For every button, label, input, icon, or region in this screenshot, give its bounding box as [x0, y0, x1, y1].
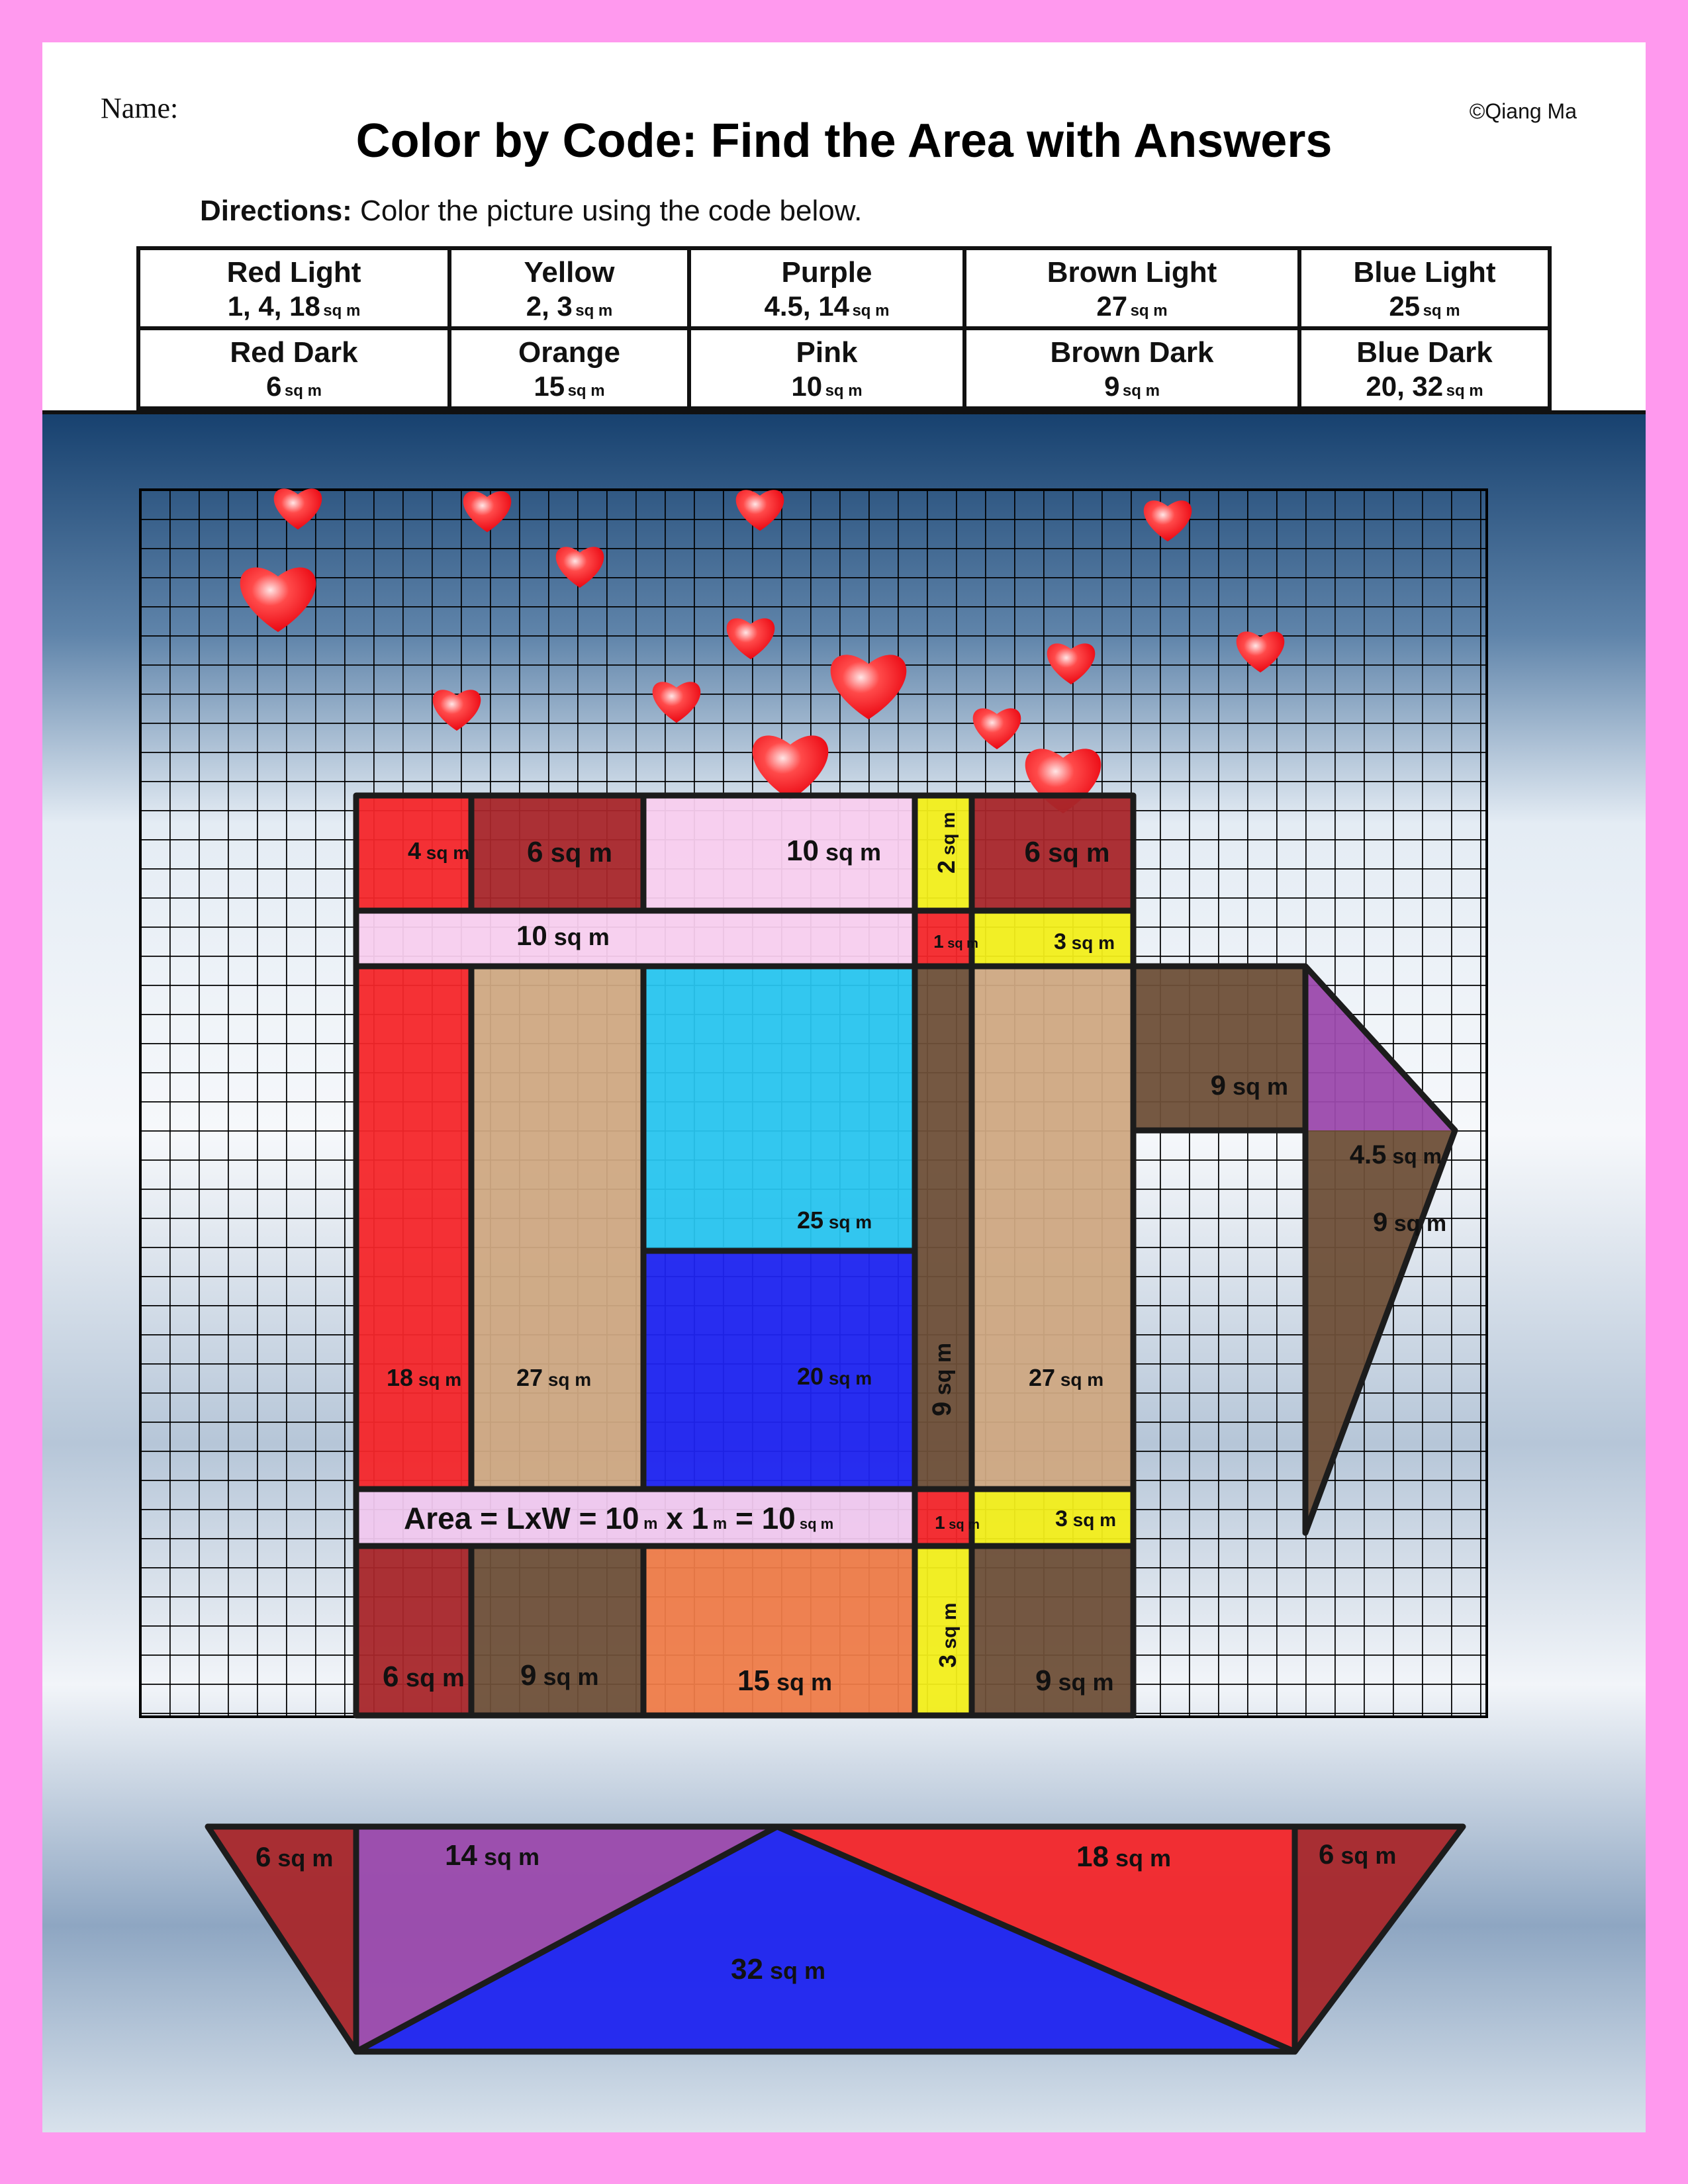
area-value: 20 — [797, 1363, 824, 1390]
area-unit: sq m — [769, 1668, 832, 1696]
code-cell-blue-dark — [1299, 328, 1550, 408]
code-cell-red-light — [138, 248, 449, 328]
formula-part: = 10 — [727, 1501, 796, 1535]
code-unit: sq m — [1446, 381, 1483, 400]
code-values: 2, 3 — [526, 290, 573, 322]
code-cell-blue-light — [1299, 248, 1550, 328]
area-unit: sq m — [399, 1664, 465, 1692]
area-value: 10 — [516, 920, 547, 951]
area-value: 6 — [256, 1841, 271, 1872]
area-value: 1 — [935, 1512, 945, 1533]
area-value: 27 — [516, 1364, 543, 1391]
area-label-a9_b1 — [520, 1659, 599, 1692]
area-label-a9_flag_tri — [1373, 1208, 1446, 1237]
area-value: 9 — [1210, 1069, 1226, 1101]
worksheet-title: Color by Code: Find the Area with Answers — [355, 114, 1333, 167]
area-unit: sq m — [1386, 1144, 1442, 1168]
code-cell-red-dark — [138, 328, 449, 408]
directions-label: Directions: — [200, 195, 352, 227]
directions-text: Color the picture using the code below. — [352, 195, 863, 227]
area-value: 6 — [527, 836, 543, 868]
area-value: 4.5 — [1349, 1140, 1387, 1169]
area-value: 3 — [1055, 1506, 1068, 1531]
separator-line — [42, 410, 1646, 414]
code-values: 4.5, 14 — [764, 290, 849, 322]
area-value: 32 — [731, 1953, 763, 1985]
area-value: 1 — [933, 931, 944, 952]
color-code-table — [136, 246, 1552, 410]
area-value: 27 — [1029, 1364, 1056, 1391]
area-value: 10 — [786, 835, 819, 867]
area-value: 3 — [934, 1654, 961, 1668]
area-value: 4 — [408, 837, 422, 864]
area-unit: sq m — [938, 811, 959, 860]
area-value: 18 — [1076, 1841, 1109, 1873]
code-values: 10 — [791, 370, 823, 402]
area-label-a15 — [737, 1664, 832, 1697]
area-value: 9 — [1373, 1208, 1388, 1237]
code-cell-brown-light — [964, 248, 1299, 328]
code-values: 1, 4, 18 — [227, 290, 320, 322]
area-label-a9_b2 — [1035, 1664, 1114, 1697]
code-values: 27 — [1096, 290, 1128, 322]
area-label-a45 — [1350, 1140, 1442, 1169]
area-value: 14 — [445, 1839, 477, 1872]
area-label-hull_32 — [731, 1953, 825, 1985]
code-unit: sq m — [825, 381, 863, 400]
directions — [200, 195, 862, 228]
area-unit: sq m — [543, 1369, 592, 1390]
area-label-a6_top1 — [527, 836, 612, 868]
code-color-name: Pink — [796, 336, 858, 369]
area-formula — [404, 1501, 833, 1535]
copyright-notice: ©Qiang Ma — [1469, 99, 1577, 123]
area-unit: sq m — [945, 1518, 980, 1532]
region-10-strip — [356, 911, 915, 966]
name-label: Name: — [101, 92, 179, 124]
area-unit: sq m — [1225, 1073, 1288, 1100]
code-values: 9 — [1104, 370, 1120, 402]
area-unit: sq m — [421, 842, 470, 863]
code-color-name: Red Dark — [230, 336, 358, 369]
region-25 — [643, 966, 915, 1251]
formula-part: m — [639, 1515, 658, 1533]
formula-part: x 1 — [657, 1501, 709, 1535]
worksheet-page — [42, 42, 1646, 2132]
area-label-a6_bottom — [383, 1661, 465, 1693]
code-cell-brown-dark — [964, 328, 1299, 408]
code-unit: sq m — [1423, 301, 1460, 320]
area-value: 2 — [933, 860, 960, 874]
code-cell-orange — [449, 328, 689, 408]
code-color-name: Blue Dark — [1356, 336, 1493, 369]
code-unit: sq m — [852, 301, 890, 320]
area-label-hull_6_right — [1319, 1839, 1396, 1870]
area-label-a3_lower — [1055, 1506, 1116, 1531]
area-unit: sq m — [943, 936, 978, 951]
area-label-a10_top — [786, 835, 881, 867]
code-cell-pink — [689, 328, 964, 408]
area-unit: sq m — [1055, 1369, 1104, 1390]
picture-svg — [42, 410, 1646, 2132]
code-color-name: Red Light — [226, 255, 361, 289]
area-unit: sq m — [1041, 839, 1110, 868]
code-unit: sq m — [575, 301, 613, 320]
area-unit: sq m — [547, 923, 610, 950]
code-color-name: Orange — [518, 336, 621, 369]
area-label-a9_vert — [927, 1343, 957, 1416]
area-unit: sq m — [477, 1843, 539, 1870]
code-unit: sq m — [1130, 301, 1168, 320]
formula-unit: sq m — [795, 1516, 834, 1532]
code-values: 15 — [534, 370, 565, 402]
area-unit: sq m — [1051, 1668, 1114, 1696]
code-color-name: Brown Dark — [1050, 336, 1214, 369]
region-27-right — [972, 966, 1133, 1489]
code-values: 20, 32 — [1366, 370, 1444, 402]
code-unit: sq m — [284, 381, 322, 400]
area-value: 18 — [387, 1364, 414, 1391]
area-label-hull_6_left — [256, 1841, 333, 1872]
code-color-name: Yellow — [524, 255, 615, 289]
area-unit: sq m — [763, 1957, 825, 1984]
area-label-a3_vert — [934, 1603, 961, 1668]
code-values: 25 — [1389, 290, 1421, 322]
area-label-hull_14 — [445, 1839, 539, 1872]
area-value: 6 — [1024, 836, 1041, 868]
area-label-a10_strip — [516, 920, 610, 951]
area-unit: sq m — [536, 1663, 599, 1690]
area-value: 25 — [797, 1206, 824, 1234]
code-values: 6 — [266, 370, 282, 402]
area-value: 15 — [737, 1664, 770, 1697]
region-20 — [643, 1251, 915, 1489]
area-value: 6 — [383, 1661, 399, 1693]
code-cell-yellow — [449, 248, 689, 328]
code-unit: sq m — [323, 301, 361, 320]
area-unit: sq m — [1334, 1842, 1397, 1869]
area-unit: sq m — [1066, 933, 1115, 953]
area-label-a9_flag_rect — [1211, 1069, 1288, 1101]
area-label-a6_top2 — [1025, 836, 1110, 868]
area-unit: sq m — [818, 839, 881, 866]
area-value: 6 — [1319, 1839, 1335, 1870]
picture-area — [42, 410, 1646, 2132]
area-unit: sq m — [413, 1369, 462, 1390]
area-unit: sq m — [1067, 1510, 1117, 1530]
code-unit: sq m — [1122, 381, 1160, 400]
area-unit: sq m — [823, 1212, 872, 1232]
area-value: 9 — [927, 1401, 957, 1416]
area-unit: sq m — [823, 1368, 872, 1388]
area-value: 9 — [1035, 1664, 1052, 1697]
area-unit: sq m — [543, 839, 612, 868]
region-9-flag-rect — [1133, 966, 1305, 1130]
code-color-name: Brown Light — [1047, 255, 1217, 289]
code-color-name: Blue Light — [1353, 255, 1496, 289]
area-unit: sq m — [271, 1844, 334, 1872]
region-18 — [356, 966, 471, 1489]
area-unit: sq m — [939, 1602, 961, 1655]
formula-part: Area = LxW = 10 — [404, 1501, 639, 1535]
code-unit: sq m — [567, 381, 605, 400]
code-cell-purple — [689, 248, 964, 328]
area-value: 9 — [520, 1659, 537, 1692]
area-unit: sq m — [931, 1342, 956, 1402]
area-value: 3 — [1053, 929, 1066, 954]
area-unit: sq m — [1387, 1211, 1447, 1236]
formula-part: m — [708, 1515, 727, 1533]
area-label-hull_18 — [1076, 1841, 1171, 1873]
region-27-left — [471, 966, 643, 1489]
area-unit: sq m — [1108, 1844, 1171, 1872]
area-label-a3_upper — [1054, 929, 1115, 954]
code-color-name: Purple — [781, 255, 872, 289]
